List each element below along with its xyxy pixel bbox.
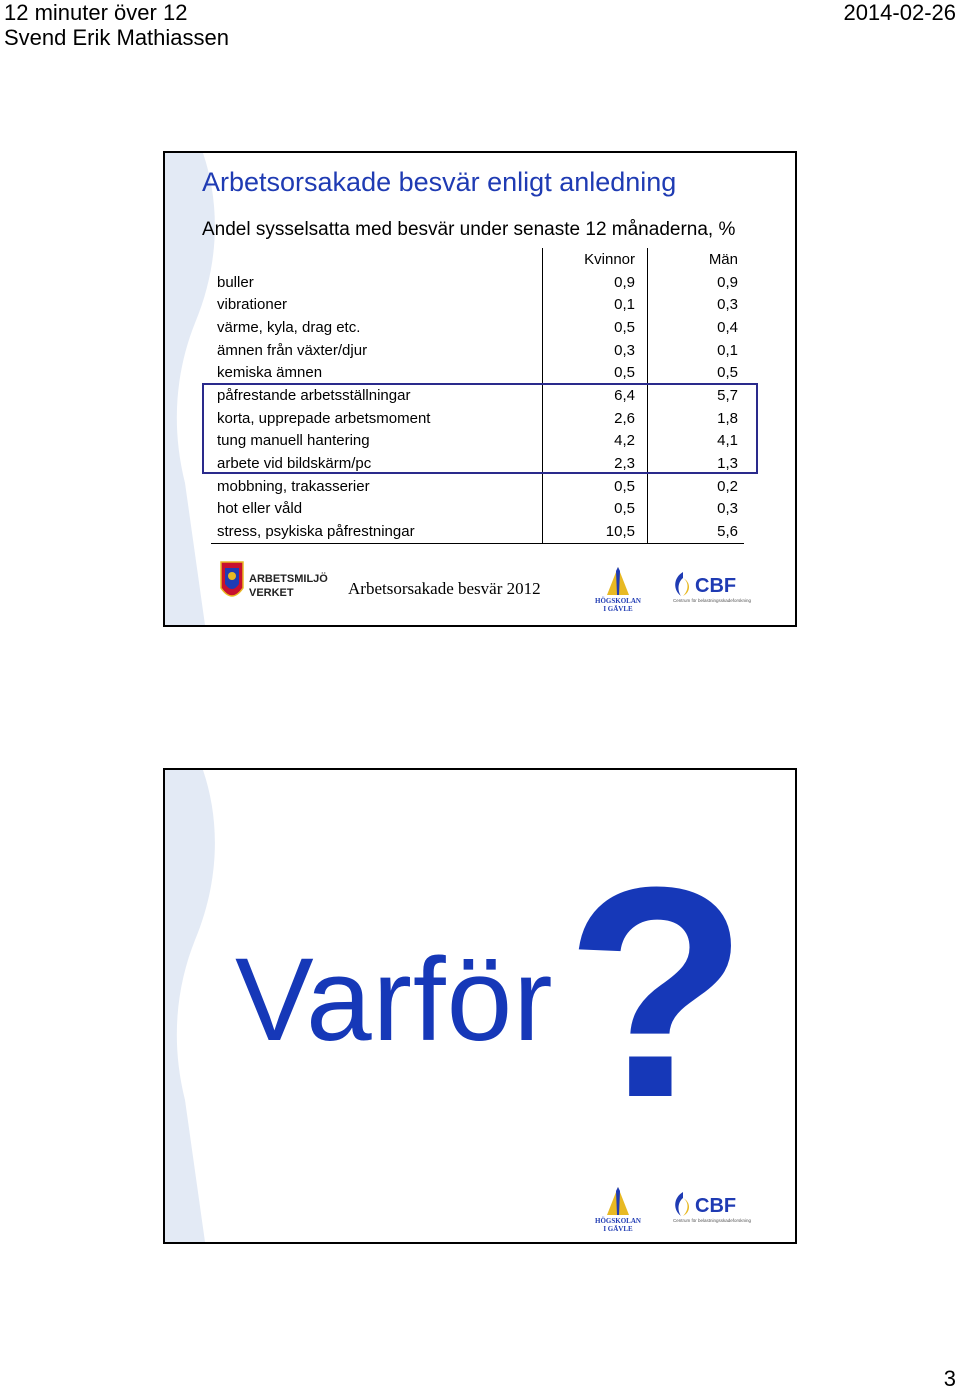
slide-subtitle: Andel sysselsatta med besvär under senaste 12 månaderna, % <box>202 219 736 240</box>
svg-text:Centrum för belastningsskadefo: Centrum för belastningsskadeforskning <box>673 1218 752 1223</box>
value-kvinnor: 0,5 <box>543 361 648 384</box>
cbf-logo <box>671 1190 761 1224</box>
svg-text:HÖGSKOLAN: HÖGSKOLAN <box>595 1217 641 1225</box>
table-row <box>211 475 744 498</box>
value-man: 0,4 <box>717 318 738 336</box>
value-kvinnor: 0,1 <box>543 293 648 316</box>
value-man: 0,5 <box>717 364 738 382</box>
value-kvinnor: 6,4 <box>543 384 648 407</box>
question-mark: ? <box>565 824 749 1160</box>
footer-text: Arbetsorsakade besvär 2012 <box>348 579 541 598</box>
slide-title: Arbetsorsakade besvär enligt anledning <box>202 167 677 197</box>
value-man: 0,9 <box>717 273 738 291</box>
question-word: Varför <box>235 934 554 1066</box>
table-row <box>211 293 744 316</box>
row-label: hot eller våld <box>217 500 303 518</box>
value-man: 5,6 <box>648 520 745 543</box>
slide-1 <box>163 151 797 627</box>
value-man: 0,2 <box>717 477 738 495</box>
row-label: tung manuell hantering <box>217 432 370 450</box>
table-row <box>211 498 744 521</box>
value-kvinnor: 2,6 <box>543 407 648 430</box>
value-man: 0,1 <box>717 341 738 359</box>
svg-text:Centrum för belastningsskadefo: Centrum för belastningsskadeforskning <box>673 598 752 603</box>
slide-2 <box>163 768 797 1244</box>
cbf-logo <box>671 570 761 604</box>
value-man: 0,3 <box>717 296 738 314</box>
value-kvinnor: 2,3 <box>543 452 648 475</box>
page-number: 3 <box>943 1366 956 1391</box>
value-kvinnor: 10,5 <box>543 520 648 543</box>
table-row <box>211 361 744 384</box>
row-label: stress, psykiska påfrestningar <box>211 520 543 543</box>
arbetsmiljoverket-logo <box>217 558 337 606</box>
header-author: Svend Erik Mathiassen <box>4 25 229 50</box>
value-man: 5,7 <box>717 386 738 404</box>
value-kvinnor: 0,5 <box>543 498 648 521</box>
value-kvinnor: 0,5 <box>543 316 648 339</box>
column-header-label <box>211 248 543 271</box>
value-man: 1,8 <box>717 409 738 427</box>
table-row <box>211 271 744 294</box>
row-label: arbete vid bildskärm/pc <box>217 455 372 473</box>
row-label: ämnen från växter/djur <box>217 341 368 359</box>
value-man: 4,1 <box>717 432 738 450</box>
highlight-box <box>202 383 758 474</box>
column-header-man: Män <box>708 250 738 268</box>
table-header-row <box>211 248 744 271</box>
svg-text:ARBETSMILJÖ: ARBETSMILJÖ <box>249 573 328 585</box>
column-header-kvinnor: Kvinnor <box>543 248 648 271</box>
row-label: korta, upprepade arbetsmoment <box>217 409 431 427</box>
row-label: kemiska ämnen <box>217 364 323 382</box>
value-kvinnor: 0,9 <box>543 271 648 294</box>
hogskolan-logo <box>593 1185 643 1233</box>
value-kvinnor: 0,3 <box>543 339 648 362</box>
hogskolan-logo <box>593 565 643 613</box>
row-label: påfrestande arbetsställningar <box>217 386 411 404</box>
value-man: 1,3 <box>717 455 738 473</box>
row-label: vibrationer <box>217 296 288 314</box>
svg-text:VERKET: VERKET <box>249 587 294 599</box>
svg-text:I GÄVLE: I GÄVLE <box>603 605 633 613</box>
value-kvinnor: 4,2 <box>543 430 648 453</box>
row-label: mobbning, trakasserier <box>217 477 370 495</box>
row-label: värme, kyla, drag etc. <box>217 318 361 336</box>
header-date: 2014-02-26 <box>843 0 956 25</box>
svg-text:CBF: CBF <box>695 1195 737 1217</box>
table-row <box>211 316 744 339</box>
svg-text:HÖGSKOLAN: HÖGSKOLAN <box>595 597 641 605</box>
svg-text:I GÄVLE: I GÄVLE <box>603 1225 633 1233</box>
row-label: buller <box>217 273 254 291</box>
value-kvinnor: 0,5 <box>543 475 648 498</box>
table-row <box>211 339 744 362</box>
value-man: 0,3 <box>717 500 738 518</box>
svg-text:CBF: CBF <box>695 575 737 597</box>
header-title: 12 minuter över 12 <box>4 0 188 25</box>
table-row <box>211 520 744 543</box>
